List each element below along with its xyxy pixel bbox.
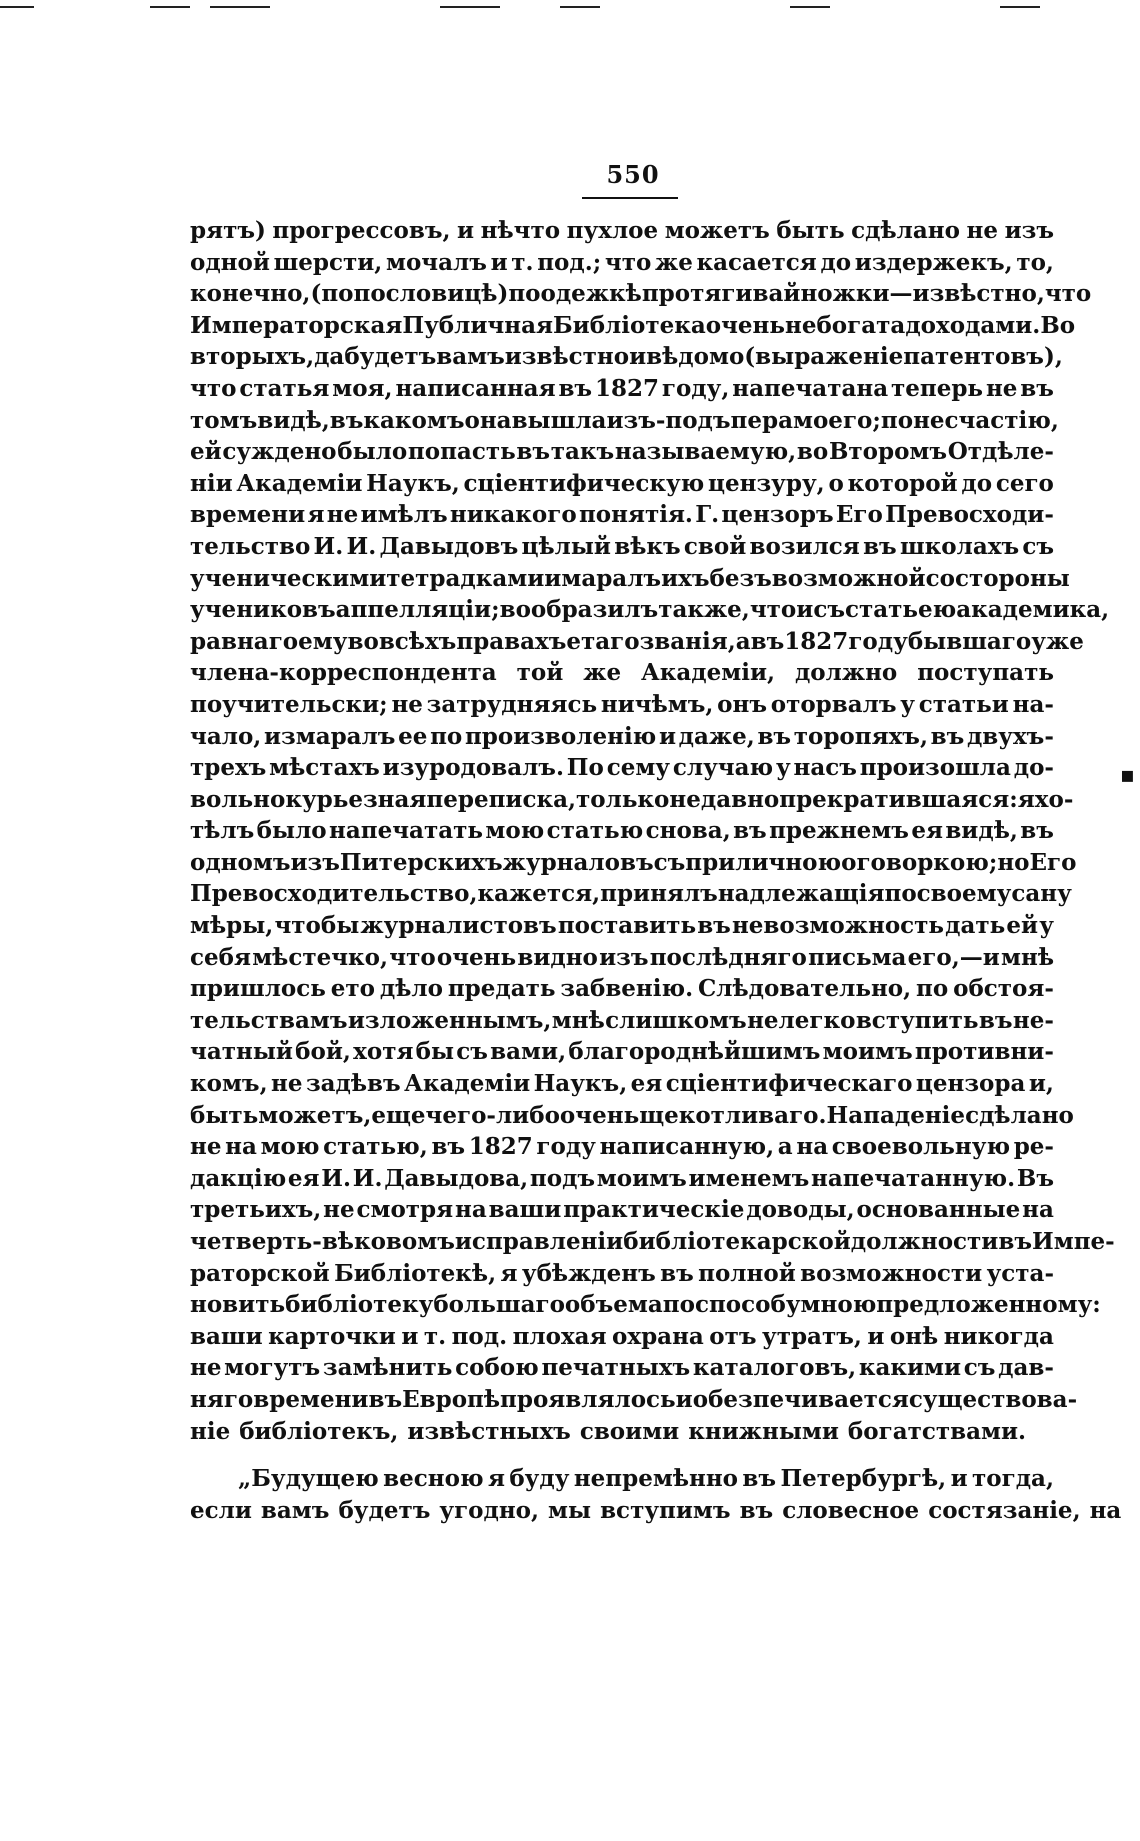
text-line: новить библiотеку большаго объема по способу мною предложенному: [190, 1291, 1101, 1319]
paragraph-1 [190, 215, 1115, 1447]
scan-top-edge [0, 6, 1140, 10]
text-line: тельство И. И. Давыдовъ цѣлый вѣкъ свой возился въ школахъ съ [190, 532, 1054, 560]
text-line: одной шерсти, мочалъ и т. под.; что же касается до издержекъ, то, [190, 248, 1054, 276]
text-line: конечно, (по пословицѣ) по одежкѣ протягивай ножки—извѣстно, что [190, 280, 1092, 308]
text-line: „Будущею весною я буду непремѣнно въ Петербургѣ, и тогда, [238, 1465, 1054, 1493]
text-line: Императорская Публичная Библiотека очень небогата доходами. Во [190, 311, 1076, 339]
text-line: учениковъ аппелляцiи; вообразилъ также, что и съ статьею академика, [190, 596, 1110, 624]
page-body [190, 160, 1122, 1526]
text-line: четверть-вѣковомъ исправленiи библiотекарской должности въ Импе- [190, 1228, 1115, 1255]
text-line: быть можетъ, еще чего-либо очень щекотливаго. Нападенiе сдѣлано [190, 1101, 1074, 1129]
page-number: 550 [606, 160, 660, 189]
text-line: раторской Библiотекѣ, я убѣжденъ въ полной возможности уста- [190, 1259, 1054, 1287]
text-line: вольно курьезная переписка, только недавно прекратившаяся: я хо- [190, 785, 1074, 813]
margin-mark: ▪ [1120, 762, 1135, 788]
text-line: дакцiю ея И. И. Давыдова, подъ моимъ именемъ напечатанную. Въ [190, 1164, 1054, 1192]
text-line: равнаго ему во всѣхъ правахъ етаго званiя, а въ 1827 году бывшаго уже [190, 627, 1084, 655]
text-line: члена-корреспондента той же Академiи, должно поступать [190, 659, 1054, 687]
text-line: чатный бой, хотя бы съ вами, благороднѣйшимъ моимъ противни- [190, 1038, 1054, 1066]
text-line: времени я не имѣлъ никакого понятiя. Г. цензоръ Его Превосходи- [190, 501, 1054, 529]
text-line: няго времени въ Европѣ проявлялось и обезпечивается существова- [190, 1385, 1078, 1413]
text-line: тельствамъ изложеннымъ, мнѣ слишкомъ нелегко вступить въ не- [190, 1006, 1054, 1034]
text-line: вторыхъ, да будетъ вамъ извѣстно и вѣдомо (выраженiе патентовъ), [190, 343, 1063, 371]
text-line: не могутъ замѣнить собою печатныхъ каталоговъ, какими съ дав- [190, 1354, 1054, 1382]
text-line: тѣлъ было напечатать мою статью снова, въ прежнемъ ея видѣ, въ [190, 817, 1054, 845]
text-line: томъ видѣ, въ какомъ она вышла изъ-подъ пера моего; по несчастiю, [190, 406, 1059, 434]
text-line: если вамъ будетъ угодно, мы вступимъ въ словесное состязанiе, на [190, 1496, 1122, 1524]
text-line: третьихъ, не смотря на ваши практическiе доводы, основанные на [190, 1196, 1054, 1224]
paragraph-gap [190, 1447, 1054, 1463]
text-line: рятъ) прогрессовъ, и нѣчто пухлое можетъ быть сдѣлано не изъ [190, 217, 1054, 244]
text-line: чало, измаралъ ее по произволенiю и даже, въ торопяхъ, въ двухъ- [190, 722, 1054, 750]
text-line: ей суждено было попасть въ такъ называемую, во Второмъ Отдѣле- [190, 438, 1054, 466]
text-line: Превосходительство, кажется, принялъ надлежащiя по своему сану [190, 880, 1072, 908]
page-number-rule [582, 197, 678, 199]
text-line: пришлось ето дѣло предать забвенiю. Слѣдовательно, по обстоя- [190, 975, 1054, 1003]
text-line: ученическими тетрадками и маралъ ихъ безъ возможной со стороны [190, 564, 1070, 592]
text-line: что статья моя, написанная въ 1827 году, напечатана теперь не въ [190, 374, 1054, 402]
paragraph-2 [190, 1463, 1122, 1526]
text-line: трехъ мѣстахъ изуродовалъ. По сему случаю у насъ произошла до- [190, 754, 1054, 782]
text-line: комъ, не задѣвъ Академiи Наукъ, ея сцiентифическаго цензора и, [190, 1070, 1054, 1098]
text-line: нiе библiотекъ, извѣстныхъ своими книжными богатствами. [190, 1417, 1027, 1445]
text-line: себя мѣстечко, что очень видно изъ послѣдняго письма его,—и мнѣ [190, 943, 1054, 971]
text-line: не на мою статью, въ 1827 году написанную, а на своевольную ре- [190, 1133, 1054, 1161]
text-line: нiи Академiи Наукъ, сцiентифическую цензуру, о которой до сего [190, 469, 1054, 497]
text-line: ваши карточки и т. под. плохая охрана отъ утратъ, и онѣ никогда [190, 1322, 1054, 1350]
text-line: одномъ изъ Питерскихъ журналовъ съ приличною оговоркою; но Его [190, 848, 1077, 876]
text-line: мѣры, чтобы журналистовъ поставить въ невозможность дать ей у [190, 912, 1054, 940]
text-line: поучительски; не затрудняясь ничѣмъ, онъ оторвалъ у статьи на- [190, 690, 1054, 718]
